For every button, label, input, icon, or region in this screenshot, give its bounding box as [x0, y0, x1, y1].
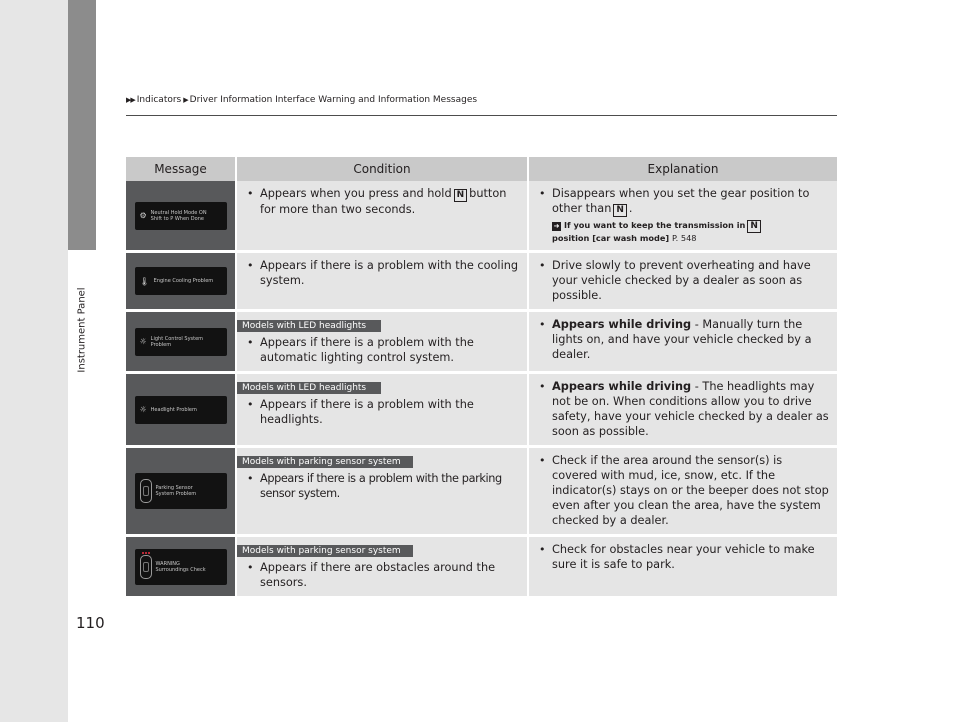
explanation-cell — [529, 181, 837, 253]
cross-reference-link[interactable]: ➜ If you want to keep the transmission in N position [car wash mode] P. 548 — [552, 220, 829, 244]
explanation-text: Check for obstacles near your vehicle to make sure it is safe to park. — [552, 543, 815, 571]
list-item: • Disappears when you set the gear position to other than N . — [539, 187, 810, 215]
condition-text: Appears if there is a problem with the cooling system. — [260, 259, 519, 287]
parking-sensor-icon — [140, 479, 152, 503]
explanation-cell — [529, 537, 837, 599]
explanation-text: - The headlights may not be on. When conditions allow you to drive safety, have your vehicle checked by a dealer as soon as possible. — [552, 380, 829, 438]
table-row — [126, 312, 837, 374]
message-cell — [126, 537, 237, 599]
reference-arrow-icon: ➜ — [553, 222, 560, 230]
list-item: • Appears if there is a problem with the automatic lighting control system. — [247, 335, 519, 365]
condition-text: Appears if there are obstacles around the sensors. — [260, 561, 496, 589]
list-item: • Appears if there is a problem with the parking sensor system. — [247, 471, 519, 501]
table-row — [126, 253, 837, 312]
explanation-cell — [529, 253, 837, 312]
display-screen — [135, 267, 227, 295]
list-item: • Appears while driving - The headlights may not be on. When conditions allow you to drive safety, have your vehicle checked by a dealer as soon as possible. — [539, 380, 829, 438]
chapter-label: Instrument Panel — [76, 287, 88, 373]
display-screen — [135, 473, 227, 509]
condition-text: Appears when you press and hold — [260, 187, 452, 200]
breadcrumb-item[interactable]: Driver Information Interface Warning and Information Messages — [189, 95, 478, 105]
message-cell — [126, 181, 237, 253]
list-item: • Check if the area around the sensor(s) is covered with mud, ice, snow, etc. If the indicator(s) stays on or the beeper does not stop even after you clean the area, have the system checked by a dealer. — [539, 454, 829, 527]
message-cell — [126, 253, 237, 312]
table-row — [126, 537, 837, 599]
list-item: • Drive slowly to prevent overheating and have your vehicle checked by a dealer as soon as possible. — [539, 258, 829, 303]
condition-cell — [237, 374, 529, 448]
explanation-cell — [529, 312, 837, 374]
display-screen — [135, 328, 227, 356]
list-item: • Appears if there are obstacles around the sensors. — [247, 560, 519, 590]
condition-cell — [237, 253, 529, 312]
condition-cell — [237, 181, 529, 253]
model-tag: Models with parking sensor system — [237, 456, 413, 468]
message-cell — [126, 312, 237, 374]
screen-text: Light Control System Problem — [150, 335, 204, 348]
parking-sensor-icon — [140, 555, 152, 579]
condition-text: button for more than two seconds. — [260, 187, 507, 216]
screen-text: Headlight Problem — [150, 406, 197, 413]
table-row — [126, 181, 837, 253]
screen-text: Neutral Hold Mode ON Shift to P When Done — [150, 209, 207, 222]
side-margin — [0, 0, 68, 722]
message-table — [126, 157, 837, 599]
breadcrumb — [126, 95, 477, 105]
display-screen — [135, 396, 227, 424]
explanation-emphasis: Appears while driving — [552, 380, 692, 393]
condition-cell — [237, 537, 529, 599]
header-explanation: Explanation — [529, 157, 837, 181]
display-screen — [135, 549, 227, 585]
n-key-icon: N — [613, 204, 627, 217]
breadcrumb-arrow-icon: ▶▶ — [126, 96, 135, 104]
table-row — [126, 374, 837, 448]
condition-cell — [237, 312, 529, 374]
headlight-icon: ☼ — [139, 337, 147, 346]
header-condition: Condition — [237, 157, 529, 181]
breadcrumb-arrow-icon: ▶ — [183, 96, 188, 104]
model-tag: Models with LED headlights — [237, 320, 381, 332]
header-message: Message — [126, 157, 237, 181]
condition-text: Appears if there is a problem with the automatic lighting control system. — [260, 336, 474, 364]
gear-shift-icon: ⚙ — [139, 211, 147, 220]
explanation-text: Drive slowly to prevent overheating and have your vehicle checked by a dealer as soon as possible. — [552, 259, 811, 302]
list-item: • Check for obstacles near your vehicle to make sure it is safe to park. — [539, 542, 829, 572]
screen-text: Engine Cooling Problem — [153, 278, 214, 284]
list-item: • Appears if there is a problem with the headlights. — [247, 397, 519, 427]
screen-text: Parking Sensor System Problem — [155, 485, 197, 497]
engine-coolant-icon: 🌡 — [139, 276, 150, 286]
explanation-text: Check if the area around the sensor(s) is covered with mud, ice, snow, etc. If the indicator(s) stays on or the beeper does not stop even after you clean the area, have the system checked by a dealer. — [552, 454, 829, 527]
message-cell — [126, 374, 237, 448]
condition-text: Appears if there is a problem with the parking sensor system. — [260, 472, 502, 500]
condition-cell — [237, 448, 529, 537]
display-screen — [135, 202, 227, 230]
screen-text: WARNING Surroundings Check — [155, 560, 206, 573]
explanation-text: - Manually turn the lights on, and have your vehicle checked by a dealer. — [552, 318, 812, 361]
model-tag: Models with LED headlights — [237, 382, 381, 394]
list-item: • Appears if there is a problem with the cooling system. — [247, 259, 519, 287]
explanation-cell — [529, 448, 837, 537]
explanation-cell — [529, 374, 837, 448]
condition-text: Appears if there is a problem with the headlights. — [260, 398, 474, 426]
explanation-text: . — [628, 202, 633, 215]
list-item: • Appears while driving - Manually turn the lights on, and have your vehicle checked by a dealer. — [539, 318, 812, 361]
table-row — [126, 448, 837, 537]
table-header-row — [126, 157, 837, 181]
explanation-emphasis: Appears while driving — [552, 318, 692, 331]
message-cell — [126, 448, 237, 537]
n-key-icon: N — [454, 189, 468, 202]
page-number: 110 — [76, 614, 105, 632]
chapter-tab — [68, 0, 96, 250]
list-item: • Appears when you press and hold N button for more than two seconds. — [247, 187, 507, 216]
header-rule — [126, 115, 837, 116]
reference-page: P. 548 — [672, 233, 697, 243]
explanation-text: Disappears when you set the gear position to other than — [552, 187, 810, 215]
model-tag: Models with parking sensor system — [237, 545, 413, 557]
breadcrumb-item[interactable]: Indicators — [136, 95, 182, 105]
n-key-icon: N — [747, 220, 761, 233]
headlight-icon: ☼ — [139, 405, 147, 414]
